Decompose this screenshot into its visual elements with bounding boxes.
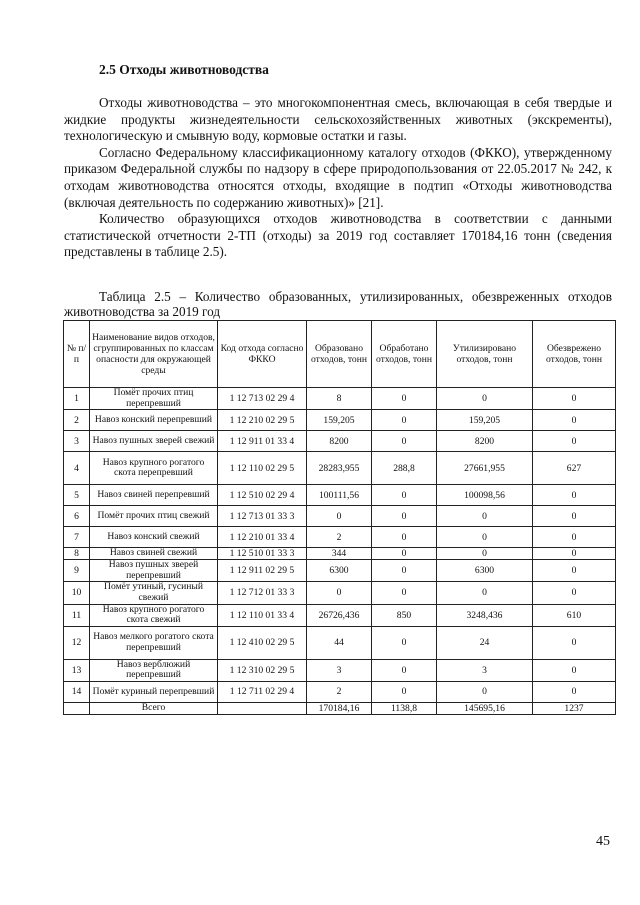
page-number: 45 <box>596 834 610 849</box>
cell-waste-name: Навоз верблюжий перепревший <box>90 659 218 681</box>
table-cell: 0 <box>372 388 437 410</box>
header-cell: № п/п <box>64 321 90 388</box>
table-cell <box>218 702 307 714</box>
cell-waste-name: Навоз конский свежий <box>90 527 218 548</box>
table-caption: Таблица 2.5 – Количество образованных, утилизированных, обезвреженных отходов животноводства за 2019 год <box>64 289 612 319</box>
table-row <box>64 410 616 431</box>
table-cell: 0 <box>372 410 437 431</box>
table-cell: 0 <box>437 582 533 604</box>
table-cell: 0 <box>533 560 616 582</box>
table-cell: 1237 <box>533 702 616 714</box>
table-cell: 2 <box>307 527 372 548</box>
table-cell: 0 <box>372 582 437 604</box>
table-cell: 0 <box>307 506 372 527</box>
table-cell: 1 12 911 02 29 5 <box>218 560 307 582</box>
table-cell: 1 12 110 01 33 4 <box>218 604 307 626</box>
table-row <box>64 560 616 582</box>
table-cell: 6 <box>64 506 90 527</box>
table-cell: 159,205 <box>437 410 533 431</box>
table-cell: 0 <box>533 527 616 548</box>
cell-waste-name: Помёт прочих птиц перепревший <box>90 388 218 410</box>
table-cell: 1 12 510 01 33 3 <box>218 548 307 560</box>
table-cell: 44 <box>307 626 372 659</box>
table-body <box>64 388 616 715</box>
table-cell: 0 <box>533 410 616 431</box>
table-cell: 8200 <box>307 431 372 452</box>
cell-waste-name: Навоз крупного рогатого скота свежий <box>90 604 218 626</box>
table-cell: 3 <box>307 659 372 681</box>
table-cell <box>64 702 90 714</box>
paragraph-definition: Отходы животноводства – это многокомпонентная смесь, включающая в себя твердые и жидкие продукты жизнедеятельности сельскохозяйственных животных (экскременты), технологическую и смывную воду, кормовые остатки и газы. <box>64 95 612 144</box>
table-cell: 3248,436 <box>437 604 533 626</box>
table-cell: 100111,56 <box>307 485 372 506</box>
table-cell: 0 <box>437 548 533 560</box>
cell-waste-name: Всего <box>90 702 218 714</box>
table-cell: 7 <box>64 527 90 548</box>
table-cell: 3 <box>64 431 90 452</box>
table-header-row <box>64 321 616 388</box>
table-cell: 1 12 911 01 33 4 <box>218 431 307 452</box>
table-cell: 2 <box>64 410 90 431</box>
cell-waste-name: Навоз свиней перепревший <box>90 485 218 506</box>
header-cell: Наименование видов отходов, сгруппированных по классам опасности для окружающей среды <box>90 321 218 388</box>
section-body <box>64 95 612 261</box>
table-cell: 27661,955 <box>437 452 533 485</box>
table-cell: 10 <box>64 582 90 604</box>
table-cell: 627 <box>533 452 616 485</box>
table-cell: 8 <box>307 388 372 410</box>
header-cell: Обезврежено отходов, тонн <box>533 321 616 388</box>
table-cell: 5 <box>64 485 90 506</box>
cell-waste-name: Навоз конский перепревший <box>90 410 218 431</box>
table-cell: 14 <box>64 681 90 702</box>
table-cell: 288,8 <box>372 452 437 485</box>
table-row <box>64 485 616 506</box>
table-cell: 0 <box>372 527 437 548</box>
table-cell: 0 <box>533 431 616 452</box>
table-cell: 0 <box>372 548 437 560</box>
cell-waste-name: Навоз мелкого рогатого скота перепревший <box>90 626 218 659</box>
table-cell: 1 12 410 02 29 5 <box>218 626 307 659</box>
table-cell: 0 <box>533 582 616 604</box>
table-cell: 1 12 713 02 29 4 <box>218 388 307 410</box>
table-cell: 12 <box>64 626 90 659</box>
table-cell: 1 12 310 02 29 5 <box>218 659 307 681</box>
cell-waste-name: Помёт куриный перепревший <box>90 681 218 702</box>
table-cell: 0 <box>533 506 616 527</box>
table-row <box>64 548 616 560</box>
table-cell: 3 <box>437 659 533 681</box>
header-cell: Утилизировано отходов, тонн <box>437 321 533 388</box>
table-row <box>64 582 616 604</box>
table-cell: 1 12 712 01 33 3 <box>218 582 307 604</box>
table-cell: 4 <box>64 452 90 485</box>
header-cell: Образовано отходов, тонн <box>307 321 372 388</box>
table-cell: 6300 <box>307 560 372 582</box>
table-row <box>64 659 616 681</box>
table-row <box>64 452 616 485</box>
table-cell: 0 <box>533 548 616 560</box>
table-cell: 8200 <box>437 431 533 452</box>
table-cell: 0 <box>372 560 437 582</box>
table-cell: 100098,56 <box>437 485 533 506</box>
cell-waste-name: Помёт прочих птиц свежий <box>90 506 218 527</box>
table-cell: 1 12 713 01 33 3 <box>218 506 307 527</box>
table-cell: 0 <box>533 626 616 659</box>
header-cell: Обработано отходов, тонн <box>372 321 437 388</box>
table-cell: 0 <box>372 626 437 659</box>
table-row <box>64 527 616 548</box>
table-cell: 170184,16 <box>307 702 372 714</box>
table-cell: 0 <box>437 388 533 410</box>
table-cell: 1 12 110 02 29 5 <box>218 452 307 485</box>
table-cell: 0 <box>437 527 533 548</box>
table-cell: 610 <box>533 604 616 626</box>
table-cell: 145695,16 <box>437 702 533 714</box>
table-cell: 2 <box>307 681 372 702</box>
table-cell: 850 <box>372 604 437 626</box>
table-cell: 11 <box>64 604 90 626</box>
table-cell: 0 <box>372 506 437 527</box>
paragraph-quantity: Количество образующихся отходов животноводства в соответствии с данными статистической отчетности 2-ТП (отходы) за 2019 год составляет 170184,16 тонн (сведения представлены в таблице 2.5). <box>64 211 612 260</box>
table-cell: 0 <box>372 485 437 506</box>
table-cell: 1 12 711 02 29 4 <box>218 681 307 702</box>
waste-table <box>63 320 616 715</box>
table-cell: 0 <box>533 388 616 410</box>
table-cell: 0 <box>372 681 437 702</box>
table-cell: 0 <box>437 506 533 527</box>
table-cell: 13 <box>64 659 90 681</box>
table-cell: 0 <box>372 659 437 681</box>
table-cell: 8 <box>64 548 90 560</box>
paragraph-classification: Согласно Федеральному классификационному каталогу отходов (ФККО), утвержденному приказом Федеральной службы по надзору в сфере природопользования от 22.05.2017 № 242, к отходам животноводства относятся отходы, входящие в подтип «Отходы животноводства (включая деятельность по содержанию животных)» [21]. <box>64 144 612 210</box>
table-cell: 24 <box>437 626 533 659</box>
table-cell: 0 <box>307 582 372 604</box>
table-cell: 26726,436 <box>307 604 372 626</box>
table-cell: 28283,955 <box>307 452 372 485</box>
table-total-row <box>64 702 616 714</box>
cell-waste-name: Навоз свиней свежий <box>90 548 218 560</box>
table-row <box>64 431 616 452</box>
table-cell: 1 <box>64 388 90 410</box>
table-cell: 0 <box>533 681 616 702</box>
table-cell: 6300 <box>437 560 533 582</box>
table-cell: 0 <box>372 431 437 452</box>
table-cell: 159,205 <box>307 410 372 431</box>
cell-waste-name: Навоз пушных зверей свежий <box>90 431 218 452</box>
table-row <box>64 681 616 702</box>
cell-waste-name: Помёт утиный, гусиный свежий <box>90 582 218 604</box>
table-row <box>64 388 616 410</box>
cell-waste-name: Навоз крупного рогатого скота перепревший <box>90 452 218 485</box>
header-cell: Код отхода согласно ФККО <box>218 321 307 388</box>
table-row <box>64 604 616 626</box>
table-cell: 344 <box>307 548 372 560</box>
table-cell: 1 12 210 02 29 5 <box>218 410 307 431</box>
table-cell: 0 <box>533 485 616 506</box>
table-cell: 1 12 210 01 33 4 <box>218 527 307 548</box>
table-cell: 0 <box>533 659 616 681</box>
table-row <box>64 626 616 659</box>
table-cell: 0 <box>437 681 533 702</box>
table-cell: 9 <box>64 560 90 582</box>
table-cell: 1138,8 <box>372 702 437 714</box>
cell-waste-name: Навоз пушных зверей перепревший <box>90 560 218 582</box>
table-row <box>64 506 616 527</box>
section-heading: 2.5 Отходы животноводства <box>99 62 269 77</box>
table-cell: 1 12 510 02 29 4 <box>218 485 307 506</box>
